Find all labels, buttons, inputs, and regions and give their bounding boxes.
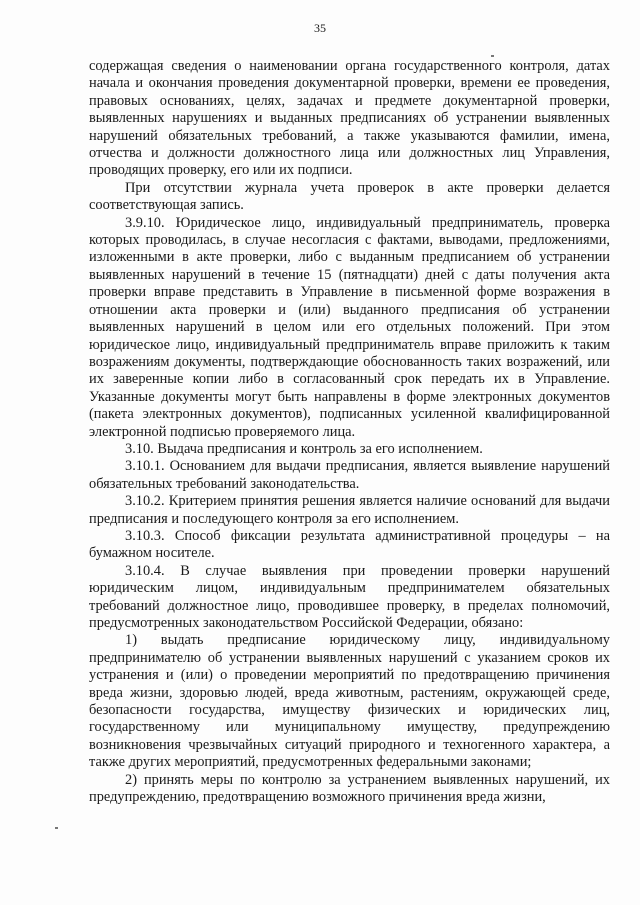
page-number: 35 (314, 21, 326, 35)
paragraph-3-10-2: 3.10.2. Критерием принятия решения является наличие оснований для выдачи предписания и последующего контроля за его исполнением. (89, 493, 610, 527)
paragraph-journal-note: При отсутствии журнала учета проверок в акте проверки делается соответствующая запись. (89, 179, 610, 214)
paragraph-continuation: содержащая сведения о наименовании органа государственного контроля, датах начала и окончания проведения документарной проверки, времени ее проведения, правовых основаниях, целях, задачах и предмете документарной проверки, выявленных нарушениях и выданных предписаниях об устранении выявленных нарушений обязательных требований, а также указываются фамилии, имена, отчества и должности должностного лица или должностных лиц Управления, проводящих проверку, его или их подписи. (89, 58, 610, 179)
paragraph-item-1: 1) выдать предписание юридическому лицу, индивидуальному предпринимателю об устранении выявленных нарушений с указанием сроков их устранения и (или) о проведении мероприятий по предотвращению причинения вреда жизни, здоровью людей, вреда животным, растениям, окружающей среде, безопасности государства, имуществу физических и юридических лиц, государственному или муниципальному имуществу, предупреждению возникновения чрезвычайных ситуаций природного и техногенного характера, а также других мероприятий, предусмотренных федеральными законами; (89, 632, 610, 771)
paragraph-item-2: 2) принять меры по контролю за устранением выявленных нарушений, их предупреждению, предотвращению возможного причинения вреда жизни, (89, 771, 610, 806)
paragraph-3-10-3: 3.10.3. Способ фиксации результата административной процедуры – на бумажном носителе. (89, 527, 610, 562)
document-body (89, 58, 610, 806)
paragraph-3-9-10: 3.9.10. Юридическое лицо, индивидуальный предприниматель, проверка которых проводилась, в случае несогласия с фактами, выводами, предложениями, изложенными в акте проверки, либо с выданным предписанием об устранении выявленных нарушений в течение 15 (пятнадцати) дней с даты получения акта проверки вправе представить в Управление в письменной форме возражения в отношении акта проверки и (или) выданного предписания об устранении выявленных нарушений в целом или его отдельных положений. При этом юридическое лицо, индивидуальный предприниматель вправе приложить к таким возражениям документы, подтверждающие обоснованность таких возражений, или их заверенные копии либо в согласованный срок передать их в Управление. Указанные документы могут быть направлены в форме электронных документов (пакета электронных документов), подписанных усиленной квалифицированной электронной подписью проверяемого лица. (89, 214, 610, 440)
paragraph-3-10-1: 3.10.1. Основанием для выдачи предписания, является выявление нарушений обязательных требований законодательства. (89, 458, 610, 492)
paragraph-3-10: 3.10. Выдача предписания и контроль за его исполнением. (125, 440, 483, 457)
scan-speck (55, 827, 58, 829)
scan-speck (491, 55, 494, 57)
paragraph-3-10-4: 3.10.4. В случае выявления при проведении проверки нарушений юридическим лицом, индивидуальным предпринимателем обязательных требований должностное лицо, проводившее проверку, в пределах полномочий, предусмотренных законодательством Российской Федерации, обязано: (89, 562, 610, 631)
